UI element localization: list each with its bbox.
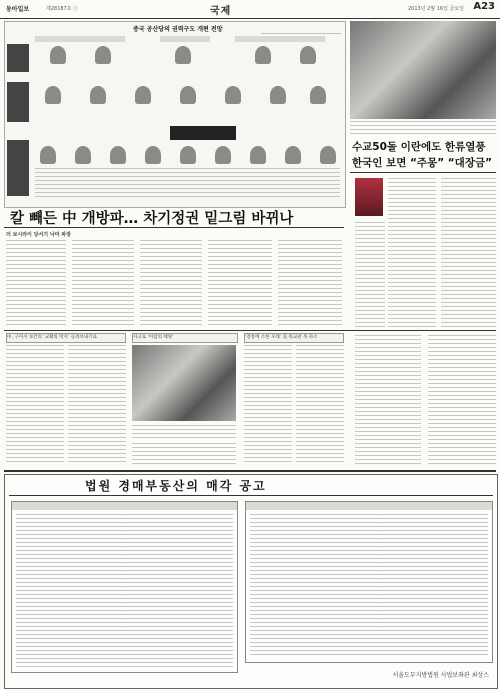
org-chart-title: 중국 공산당의 권력구도 개편 전망 [133,26,223,33]
portrait [145,146,161,164]
row-label-1 [7,44,29,72]
news-photo [132,345,236,421]
article-column [428,335,496,465]
page-number: A23 [473,1,495,12]
section-title: 국제 [210,6,232,17]
notice-table-right [245,501,493,663]
row-label-2 [7,82,29,122]
portrait [110,146,126,164]
kicker-box-2: 자고로 ‘아랍의 태양’ [132,333,238,343]
article-column [140,240,202,325]
article-column [441,178,496,328]
main-headline: 칼 빼든 中 개방파… 차기정권 밑그림 바뀌나 [10,211,294,227]
court-notice [4,474,498,689]
article-column [132,443,236,465]
portrait [135,86,151,104]
article-column [68,345,126,465]
article-column [6,240,66,325]
article-column [296,345,344,465]
faction-header-1 [35,36,125,42]
portrait [225,86,241,104]
portrait [40,146,56,164]
notice-title: 법원 경매부동산의 매각 공고 [85,479,267,493]
portrait [320,146,336,164]
issue-date: 2013년 2월 16일 금요일 [407,6,464,12]
article-column [208,240,272,325]
org-chart-captions [35,168,340,198]
portrait [175,46,191,64]
article-column [278,240,342,325]
portrait [180,86,196,104]
issue-number: 제28187호 ⓒ [46,6,79,12]
news-photo [350,21,496,119]
divider [350,172,496,173]
portrait [250,146,266,164]
article-column [72,240,134,325]
portrait [90,86,106,104]
photo-caption [350,121,496,135]
faction-header-2 [160,36,210,42]
divider [4,330,496,331]
portrait [310,86,326,104]
kicker-box-3: ‘전통에 소한 모래’ 美 워교관 목 파소 [244,333,344,343]
portrait [45,86,61,104]
article-column [355,335,421,465]
portrait [95,46,111,64]
portrait [215,146,231,164]
newspaper-logo: 동아일보 [6,6,30,13]
divider [4,470,496,472]
notice-table-left [11,501,238,673]
portrait [300,46,316,64]
photo-story-headline-1: 수교50돌 이란에도 한류열풍 [352,141,486,153]
portrait [270,86,286,104]
portrait [180,146,196,164]
portrait [75,146,91,164]
page-header [0,0,500,19]
article-column [244,345,292,465]
divider [9,495,493,496]
article-column [388,178,436,328]
portrait [50,46,66,64]
reporter-photo [355,178,383,216]
row-label-3 [7,140,29,196]
main-subhead: 더 보시라이 당서기 낙마 파장 [6,232,71,238]
photo-story-headline-2: 한국인 보면 “주몽” “대장금” [352,157,492,169]
portrait [285,146,301,164]
kicker-box-1: 中, 구미서 보건의 ‘교황의 딱지’ 들려보내기로 [6,333,126,343]
article-column [6,345,64,465]
notice-signoff: 서울도부지방법원 사법보좌관 최상스 [392,672,489,679]
article-column [355,222,385,328]
org-chart [4,21,346,208]
faction-header-3 [235,36,325,42]
highlight-box [170,126,236,140]
divider [4,227,344,228]
photo-caption [132,425,236,439]
portrait [255,46,271,64]
